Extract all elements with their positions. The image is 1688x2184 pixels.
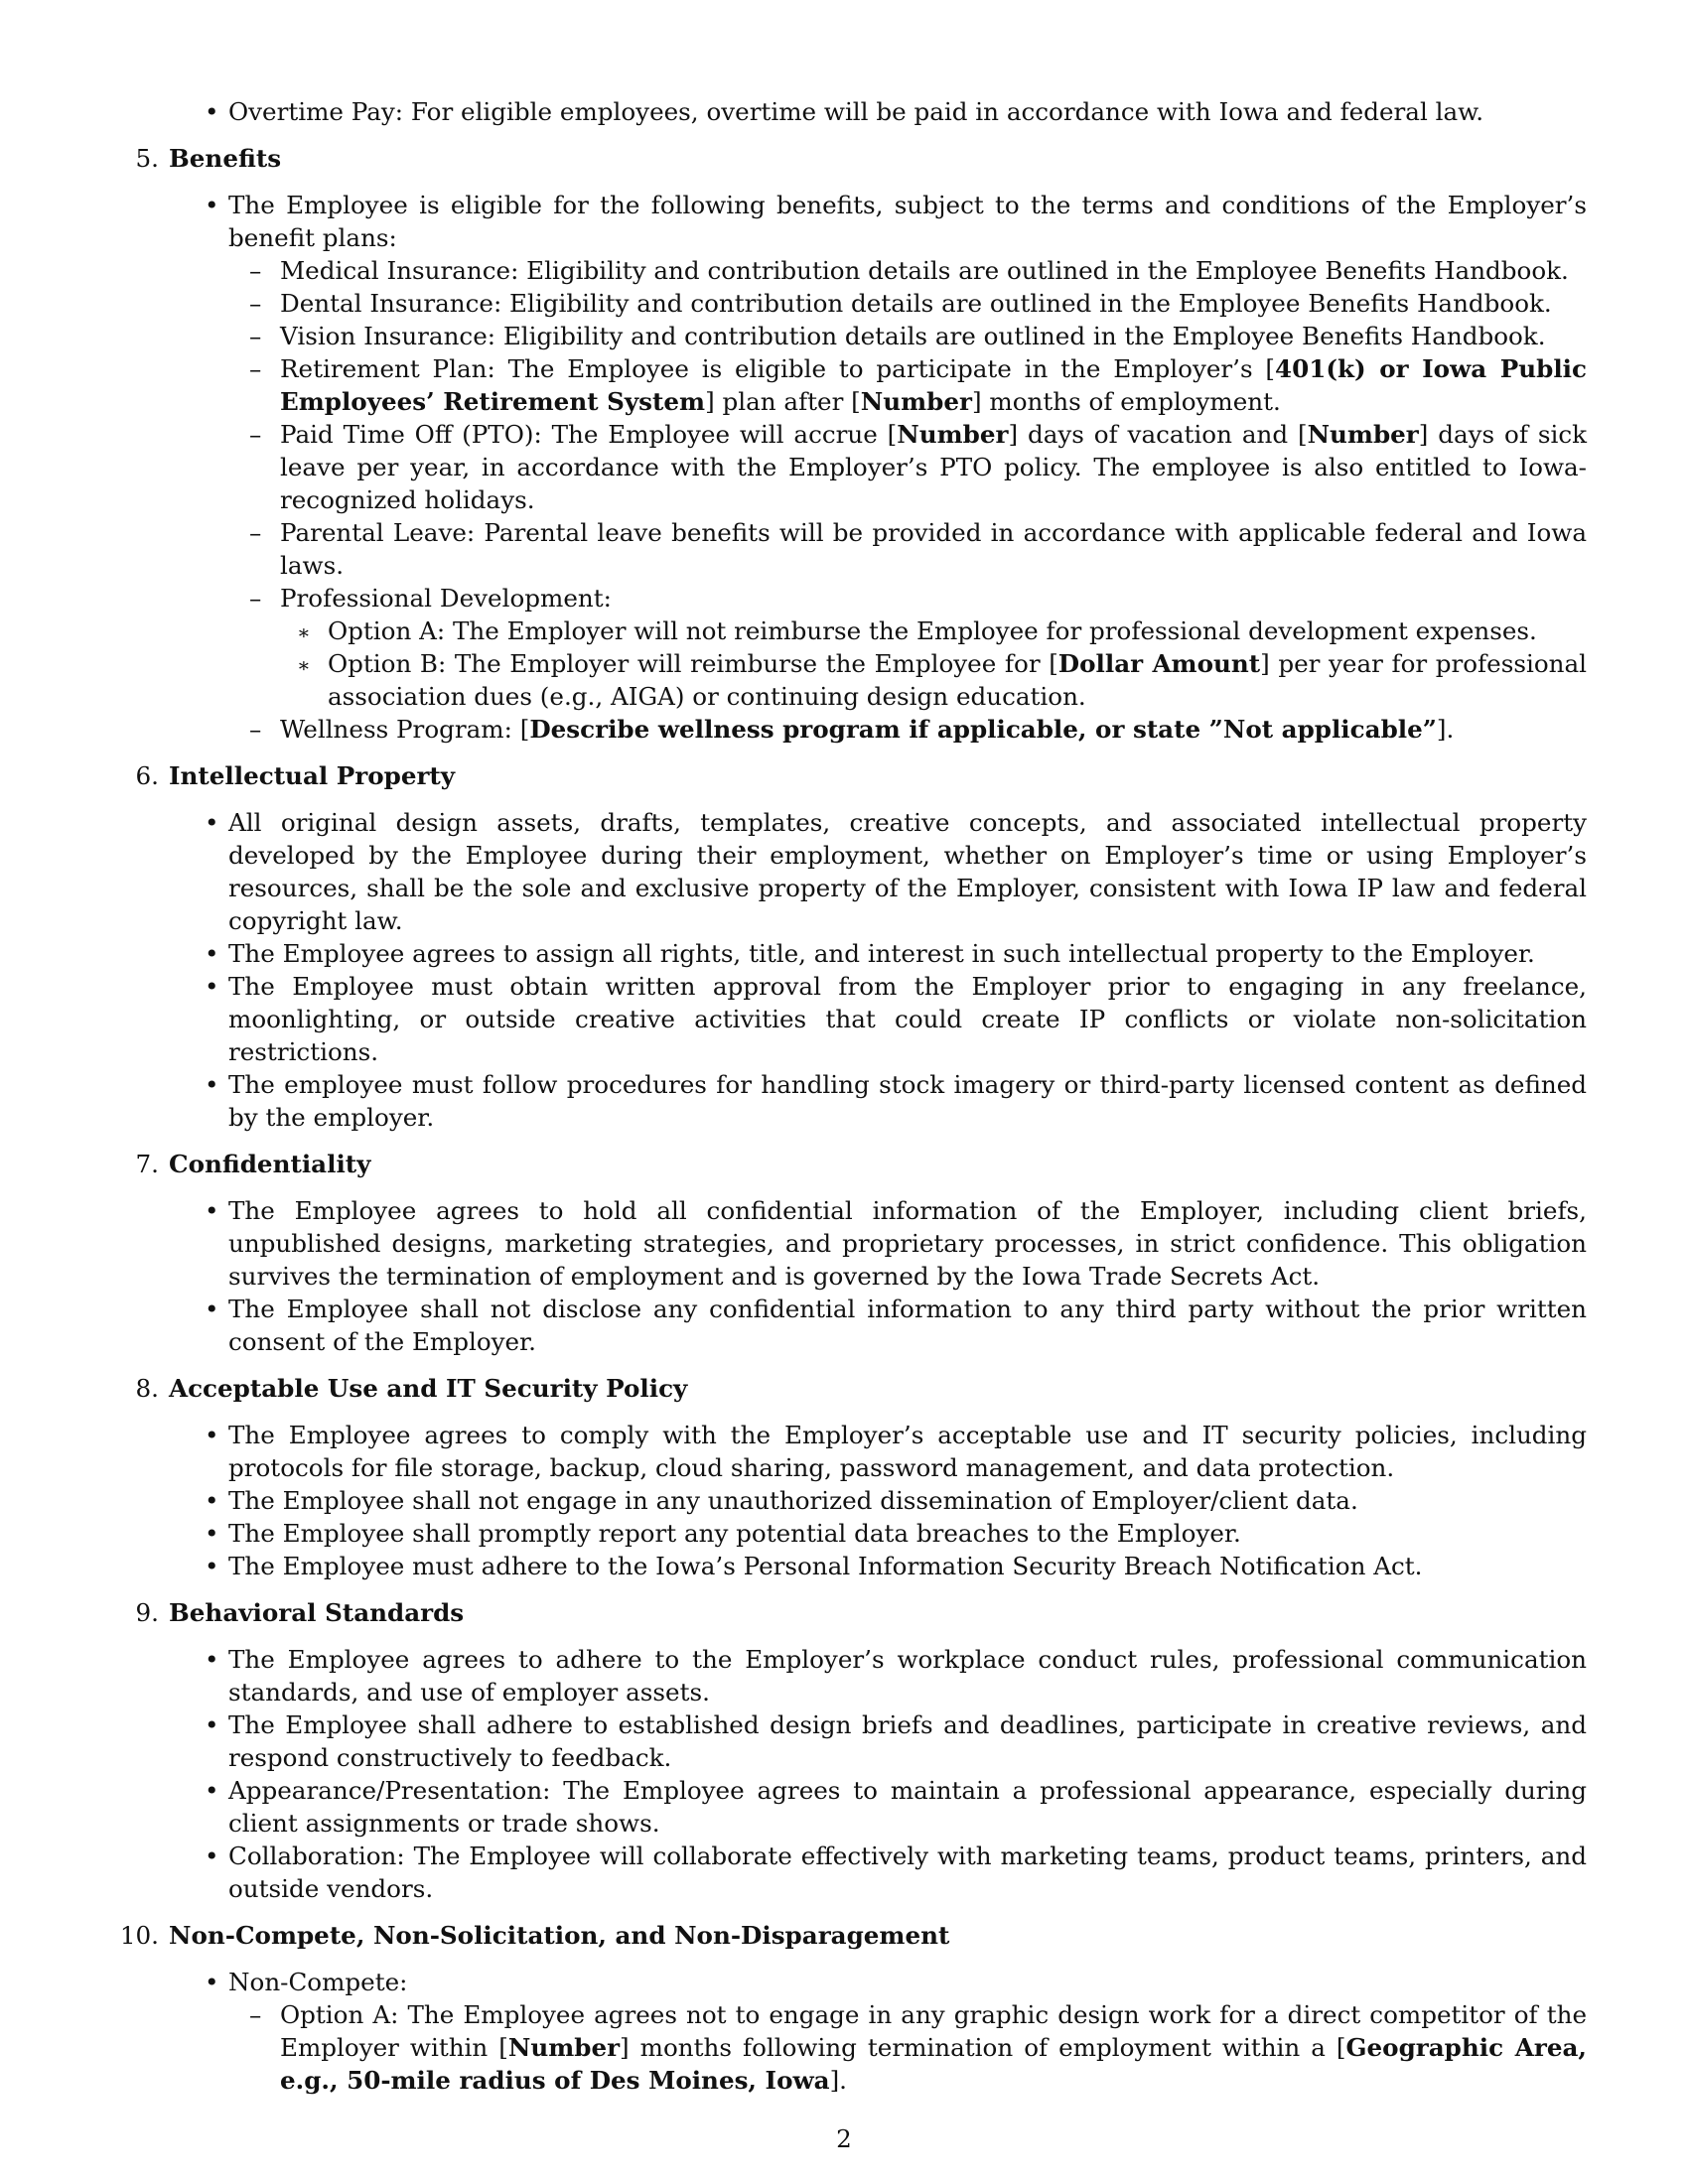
section-title: Confidentiality	[169, 1150, 371, 1178]
bullet-text: Overtime Pay: For eligible employees, overtime will be paid in accordance with Iowa and federal law.	[228, 97, 1484, 126]
bullet-text: The Employee agrees to adhere to the Employer’s workplace conduct rules, professional communication standards, and use of employer assets.	[228, 1645, 1587, 1706]
text-run: ] months of employment.	[971, 387, 1281, 416]
benefit-wellness	[107, 713, 1587, 746]
bullet-marker: •	[205, 1968, 219, 1996]
bullet-text: The Employee agrees to hold all confidential information of the Employer, including client briefs, unpublished designs, marketing strategies, and proprietary processes, in strict confidence. This obligation survives the termination of employment and is governed by the Iowa Trade Secrets Act.	[228, 1196, 1587, 1291]
bullet-marker: •	[205, 1295, 219, 1323]
text-run: ] plan after [	[705, 387, 861, 416]
bullet-text: The Employee shall promptly report any potential data breaches to the Employer.	[228, 1519, 1241, 1548]
text-run: Retirement Plan: The Employee is eligible to participate in the Employer’s [	[280, 354, 1276, 383]
dash-marker: –	[249, 289, 262, 318]
benefit-text: Professional Development:	[280, 584, 612, 613]
it-policy-bullet	[107, 1419, 1587, 1484]
behavior-bullet	[107, 1774, 1587, 1840]
text-run: Option A: The Employee agrees not to engage in any graphic design work for a direct competitor of the Employer within [	[280, 2000, 1587, 2062]
it-policy-bullet	[107, 1517, 1587, 1550]
benefits-intro-bullet	[107, 189, 1587, 254]
bullet-text: The Employee must obtain written approval from the Employer prior to engaging in any freelance, moonlighting, or outside creative activities that could create IP conflicts or violate non-solicitation restrictions.	[228, 972, 1587, 1066]
bullet-text: Appearance/Presentation: The Employee agrees to maintain a professional appearance, especially during client assignments or trade shows.	[228, 1776, 1587, 1838]
text-run: ] per year for professional association dues (e.g., AIGA) or continuing design education.	[328, 649, 1588, 711]
placeholder-field: Number	[897, 420, 1009, 449]
section-title: Intellectual Property	[169, 761, 456, 790]
bullet-text: The Employee shall not disclose any confidential information to any third party without the prior written consent of the Employer.	[228, 1295, 1587, 1356]
section-number: 6.	[135, 761, 159, 790]
confidentiality-bullet	[107, 1194, 1587, 1293]
section-heading-behavior	[107, 1596, 1587, 1629]
profdev-option-a	[107, 614, 1587, 647]
text-run: ].	[1436, 715, 1455, 744]
bullet-marker: •	[205, 97, 219, 126]
text-run: Paid Time Off (PTO): The Employee will accrue [	[280, 420, 898, 449]
option-text: Option A: The Employer will not reimburse the Employee for professional development expenses.	[328, 616, 1537, 645]
section-title: Benefits	[169, 144, 282, 173]
section-heading-confidentiality	[107, 1148, 1587, 1180]
bullet-text: The Employee agrees to comply with the Employer’s acceptable use and IT security policies, including protocols for file storage, backup, cloud sharing, password management, and data protection.	[228, 1421, 1587, 1482]
bullet-text: The Employee shall not engage in any unauthorized dissemination of Employer/client data.	[228, 1486, 1358, 1515]
profdev-option-b	[107, 647, 1587, 713]
dash-marker: –	[249, 256, 262, 285]
placeholder-field: Number	[507, 2033, 621, 2062]
ip-bullet	[107, 970, 1587, 1068]
asterisk-marker: ∗	[297, 620, 311, 644]
placeholder-field: 401(k) or Iowa Public Employees’ Retirement System	[280, 354, 1587, 416]
bullet-marker: •	[205, 1070, 219, 1099]
text-run: ] months following termination of employment within a [	[620, 2033, 1346, 2062]
benefit-retirement	[107, 352, 1587, 418]
bullet-text: The Employee is eligible for the following benefits, subject to the terms and conditions of the Employer’s benefit plans:	[228, 191, 1587, 252]
it-policy-bullet	[107, 1484, 1587, 1517]
placeholder-field: Number	[1307, 420, 1419, 449]
section-number: 7.	[135, 1150, 159, 1178]
bullet-marker: •	[205, 1776, 219, 1805]
ip-bullet	[107, 806, 1587, 937]
bullet-marker: •	[205, 1842, 219, 1870]
section-title: Behavioral Standards	[169, 1598, 465, 1627]
text-run: ] days of sick leave per year, in accordance with the Employer’s PTO policy. The employee is also entitled to Iowa-recognized holidays.	[280, 420, 1587, 514]
bullet-text: Collaboration: The Employee will collaborate effectively with marketing teams, product teams, printers, and outside vendors.	[228, 1842, 1587, 1903]
section-title: Acceptable Use and IT Security Policy	[169, 1374, 688, 1403]
bullet-marker: •	[205, 1645, 219, 1674]
asterisk-marker: ∗	[297, 653, 311, 677]
section-number: 5.	[135, 144, 159, 173]
placeholder-field: Describe wellness program if applicable, or state ”Not applicable”	[529, 715, 1437, 744]
bullet-text: The Employee must adhere to the Iowa’s Personal Information Security Breach Notification Act.	[228, 1552, 1423, 1580]
benefit-dental	[107, 287, 1587, 320]
ip-bullet	[107, 937, 1587, 970]
bullet-marker: •	[205, 191, 219, 219]
bullet-marker: •	[205, 1552, 219, 1580]
benefit-text: Dental Insurance: Eligibility and contribution details are outlined in the Employee Benefits Handbook.	[280, 289, 1552, 318]
section-heading-noncompete	[107, 1919, 1587, 1952]
bullet-text: The Employee shall adhere to established design briefs and deadlines, participate in creative reviews, and respond constructively to feedback.	[228, 1710, 1587, 1772]
text-run: Wellness Program: [	[280, 715, 530, 744]
placeholder-field: Geographic Area, e.g., 50-mile radius of Des Moines, Iowa	[280, 2033, 1587, 2095]
benefit-profdev	[107, 582, 1587, 614]
dash-marker: –	[249, 584, 262, 613]
dash-marker: –	[249, 322, 262, 350]
text-run: Option B: The Employer will reimburse the Employee for [	[328, 649, 1058, 678]
benefit-text: Medical Insurance: Eligibility and contribution details are outlined in the Employee Benefits Handbook.	[280, 256, 1569, 285]
dash-marker: –	[249, 715, 262, 744]
benefit-parental	[107, 516, 1587, 582]
text-run: ].	[829, 2066, 847, 2095]
behavior-bullet	[107, 1840, 1587, 1905]
page-number: 2	[836, 2124, 852, 2153]
dash-marker: –	[249, 354, 262, 383]
section-heading-benefits	[107, 142, 1587, 175]
benefit-vision	[107, 320, 1587, 352]
section-number: 9.	[135, 1598, 159, 1627]
document-body	[107, 95, 1587, 2097]
benefit-text: Parental Leave: Parental leave benefits will be provided in accordance with applicable federal and Iowa laws.	[280, 518, 1587, 580]
section-number: 10.	[119, 1921, 159, 1950]
bullet-text: The Employee agrees to assign all rights, title, and interest in such intellectual property to the Employer.	[228, 939, 1535, 968]
bullet-marker: •	[205, 808, 219, 837]
overtime-bullet	[107, 95, 1587, 128]
section-heading-ip	[107, 759, 1587, 792]
bullet-marker: •	[205, 1486, 219, 1515]
benefit-text: Vision Insurance: Eligibility and contribution details are outlined in the Employee Benefits Handbook.	[280, 322, 1546, 350]
benefit-medical	[107, 254, 1587, 287]
section-number: 8.	[135, 1374, 159, 1403]
section-heading-it-policy	[107, 1372, 1587, 1405]
behavior-bullet	[107, 1643, 1587, 1708]
placeholder-field: Dollar Amount	[1057, 649, 1261, 678]
behavior-bullet	[107, 1708, 1587, 1774]
confidentiality-bullet	[107, 1293, 1587, 1358]
section-title: Non-Compete, Non-Solicitation, and Non-Disparagement	[169, 1921, 950, 1950]
bullet-text: All original design assets, drafts, templates, creative concepts, and associated intellectual property developed by the Employee during their employment, whether on Employer’s time or using Employer’s resources, shall be the sole and exclusive property of the Employer, consistent with Iowa IP law and federal copyright law.	[228, 808, 1587, 935]
bullet-text: Non-Compete:	[228, 1968, 408, 1996]
dash-marker: –	[249, 2000, 262, 2029]
dash-marker: –	[249, 420, 262, 449]
benefit-pto	[107, 418, 1587, 516]
text-run: ] days of vacation and [	[1008, 420, 1308, 449]
bullet-marker: •	[205, 972, 219, 1001]
bullet-text: The employee must follow procedures for handling stock imagery or third-party licensed content as defined by the employer.	[228, 1070, 1587, 1132]
bullet-marker: •	[205, 1421, 219, 1449]
noncompete-option-a	[107, 1998, 1587, 2097]
dash-marker: –	[249, 518, 262, 547]
placeholder-field: Number	[860, 387, 972, 416]
ip-bullet	[107, 1068, 1587, 1134]
bullet-marker: •	[205, 1519, 219, 1548]
noncompete-bullet	[107, 1966, 1587, 1998]
bullet-marker: •	[205, 1710, 219, 1739]
bullet-marker: •	[205, 939, 219, 968]
it-policy-bullet	[107, 1550, 1587, 1582]
bullet-marker: •	[205, 1196, 219, 1225]
